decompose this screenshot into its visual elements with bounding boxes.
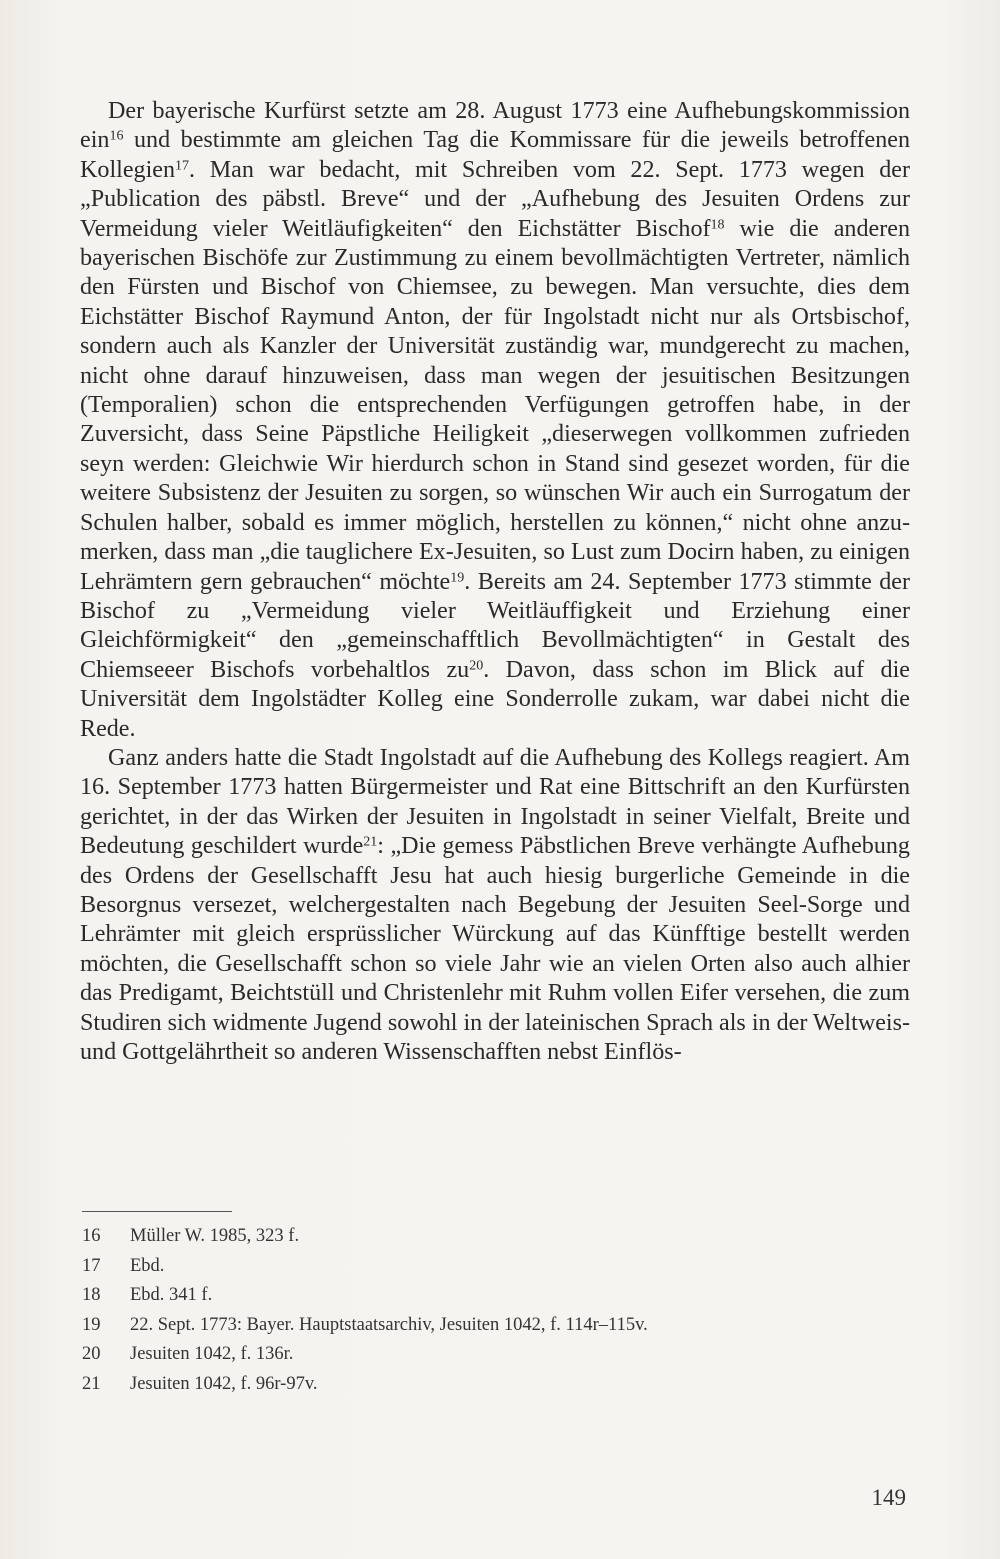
footnote-reference: 20 [469, 658, 484, 674]
footnote-reference: 21 [363, 834, 378, 850]
main-text [80, 97, 910, 1067]
footnote [82, 1340, 882, 1370]
footnote [82, 1222, 882, 1252]
footnote-reference: 18 [710, 216, 725, 232]
text-segment: . Man war bedacht, mit Schreiben vom 22. Sept. 1773 wegen der „Publication des päbstl. Breve“ und der „Aufhebung des Jesuiten Ordens zur Vermeidung vieler Weitläufigkeiten“ den Eichstätter Bischof [80, 156, 910, 242]
footnote-number: 19 [82, 1314, 101, 1335]
footnote-text: Ebd. 341 f. [130, 1285, 213, 1305]
footnotes [82, 1222, 882, 1399]
text-segment: wie die anderen bayerischen Bischöfe zur Zustimmung zu einem bevollmächtigten Vertreter, nämlich den Fürsten und Bischof von Chiemsee, zu bewegen. Man versuchte, dies dem Eichstätter Bischof Raymund Anton, der für Ingolstadt nicht nur als Ortsbischof, sondern auch als Kanzler der Universität zuständig war, mundgerecht zu machen, nicht ohne darauf hinzuweisen, dass man wegen der jesuitischen Besitzungen (Temporalien) schon die entsprechenden Verfügungen getroffen habe, in der Zuversicht, dass Seine Päpstliche Heiligkeit „dieserwegen vollkommen zufrieden seyn werden: Gleichwie Wir hierdurch schon in Stand sind gesezet worden, für die weitere Subsistenz der Jesuiten zu sorgen, so wünschen Wir auch ein Surrogatum der Schulen halber, sobald es immer möglich, herstellen zu können,“ nicht ohne anzumerken, dass man „die tauglichere Ex-Jesuiten, so Lust zum Docirn haben, zu einigen Lehrämtern gern gebrauchen“ möchte [80, 215, 910, 595]
paragraph [80, 744, 910, 1067]
footnote-separator [82, 1211, 232, 1212]
footnote-number: 17 [82, 1255, 101, 1276]
footnote-text: Müller W. 1985, 323 f. [130, 1226, 300, 1246]
footnote [82, 1311, 882, 1341]
footnote-text: Jesuiten 1042, f. 96r-97v. [130, 1373, 318, 1394]
text-segment: : „Die gemess Päbstlichen Breve verhängte Aufhebung des Ordens der Gesellschafft Jesu hat auch hiesig burgerliche Gemeinde in die Besorgnus versezet, welchergestalten nach Begebung der Jesuiten Seel-Sorge und Lehrämter mit gleich ersprüsslicher Würckung auf das Künfftige bestellt werden möchten, die Gesellschafft schon so viele Jahr wie an vielen Orten also auch alhier das Predigamt, Beichtstüll und Christenlehr mit Ruhm vollen Eifer versehen, die zum Studiren sich widmente Jugend sowohl in der lateinischen Sprach als in der Weltweis- und Gottgelährtheit so anderen Wissenschafften nebst Einflös- [80, 833, 911, 1065]
text-segment: . Bereits am 24. September 1773 stimmte der Bischof zu „Vermeidung vieler Weitläuffigkeit und Erziehung einer Gleichförmigkeit“ den „gemeinschafftlich Bevollmächtigten“ in Gestalt des Chiemseeer Bischofs vorbehaltlos zu [80, 568, 910, 683]
footnote [82, 1252, 882, 1282]
page-number: 149 [871, 1485, 906, 1510]
footnote-text: Jesuiten 1042, f. 136r. [130, 1344, 294, 1364]
footnote [82, 1281, 882, 1311]
text-segment: und bestimmte am gleichen Tag die Kommissare für die jeweils betroffenen Kollegien [80, 127, 910, 183]
footnote-number: 16 [82, 1226, 101, 1246]
footnote-reference: 19 [450, 569, 465, 585]
footnote-text: 22. Sept. 1773: Bayer. Hauptstaatsarchiv, Jesuiten 1042, f. 114r–115v. [130, 1314, 648, 1335]
text-segment: . Davon, dass schon im Blick auf die Universität dem Ingolstädter Kolleg eine Sonderrolle zukam, war dabei nicht die Rede. [80, 656, 910, 742]
footnote [82, 1370, 882, 1400]
paragraph [80, 97, 910, 744]
footnote-number: 18 [82, 1285, 101, 1305]
text-segment: Der bayerische Kurfürst setzte am 28. August 1773 eine Aufhebungskommission ein [80, 98, 910, 154]
footnote-text: Ebd. [130, 1255, 165, 1276]
footnote-reference: 16 [109, 128, 124, 144]
text-segment: Ganz anders hatte die Stadt Ingolstadt auf die Aufhebung des Kollegs reagiert. Am 16. September 1773 hatten Bürgermeister und Rat eine Bittschrift an den Kurfürsten gerichtet, in der das Wirken der Jesuiten in Ingolstadt in seiner Vielfalt, Breite und Bedeutung geschildert wurde [80, 744, 910, 860]
footnote-reference: 17 [175, 158, 190, 174]
footnote-number: 21 [82, 1373, 101, 1394]
footnote-number: 20 [82, 1344, 101, 1364]
